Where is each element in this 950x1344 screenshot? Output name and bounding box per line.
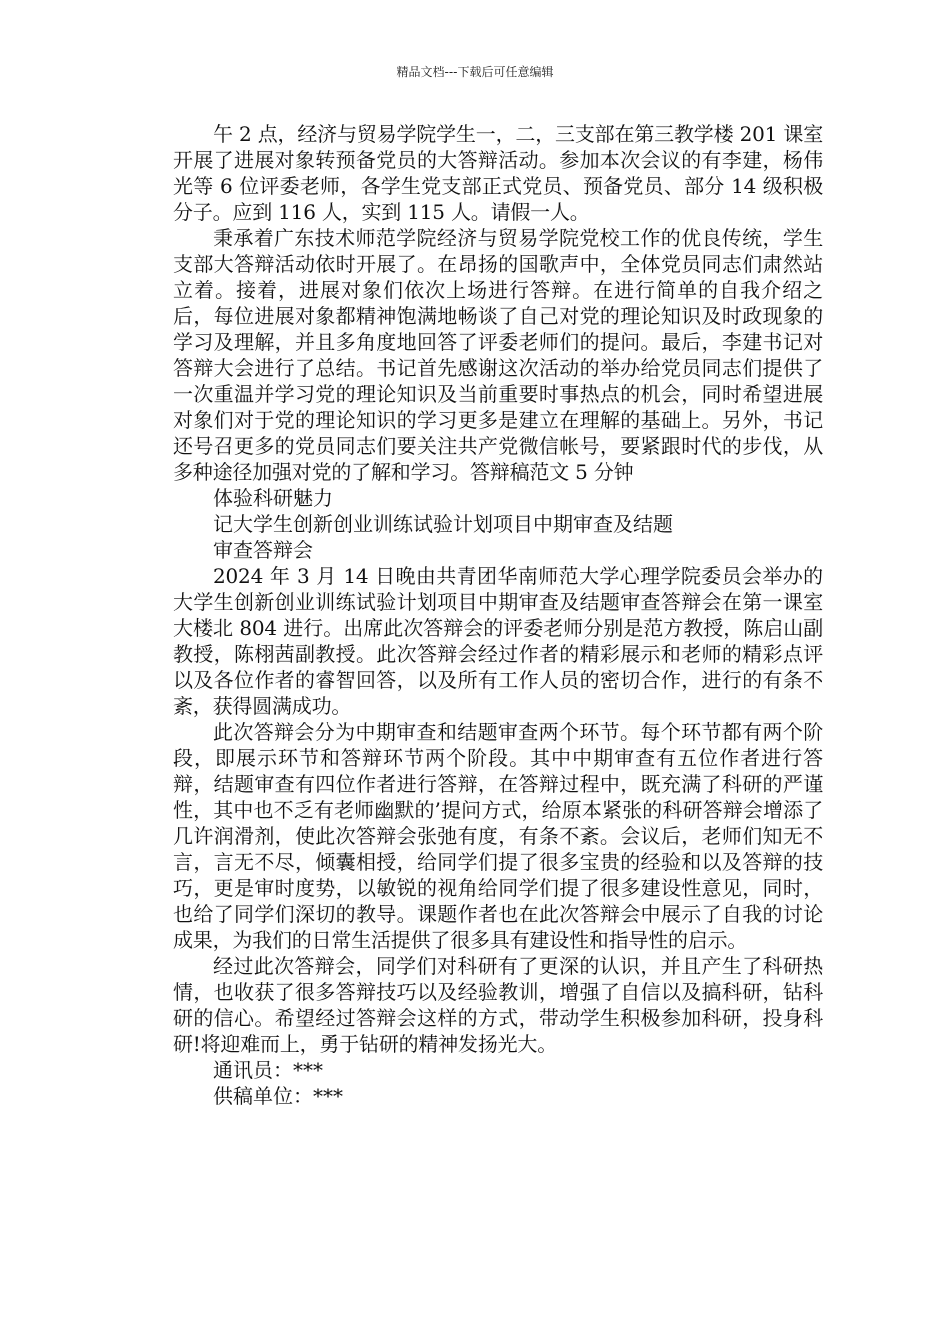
subtitle-line-3: 审查答辩会 <box>213 538 313 562</box>
contributor-line: 供稿单位：*** <box>213 1084 343 1108</box>
paragraph-2: 秉承着广东技术师范学院经济与贸易学院党校工作的优良传统，学生支部大答辩活动依时开展了。在昂扬的国歌声中，全体党员同志们肃然站立着。接着，进展对象们依次上场进行答辩。在进行简单的自我介绍之后，每位进展对象都精神饱满地畅谈了自己对党的理论知识及时政现象的学习及理解，并且多角度地回答了评委老师们的提问。最后，李建书记对答辩大会进行了总结。书记首先感谢这次活动的举办给党员同志们提供了一次重温并学习党的理论知识及当前重要时事热点的机会，同时希望进展对象们对于党的理论知识的学习更多是建立在理解的基础上。另外，书记还号召更多的党员同志们要关注共产党微信帐号，要紧跟时代的步伐，从多种途径加强对党的了解和学习。答辩稿范文 5 分钟 <box>173 226 823 484</box>
page-header: 精品文档---下载后可任意编辑 <box>396 65 554 79</box>
correspondent-line: 通讯员：*** <box>213 1058 323 1082</box>
document-body <box>173 121 823 1109</box>
paragraph-5: 经过此次答辩会，同学们对科研有了更深的认识，并且产生了科研热情，也收获了很多答辩技巧以及经验教训，增强了自信以及搞科研，钻科研的信心。希望经过答辩会这样的方式，带动学生积极参加科研，投身科研!将迎难而上，勇于钻研的精神发扬光大。 <box>173 954 823 1056</box>
subtitle-line-1: 体验科研魅力 <box>213 486 333 510</box>
paragraph-3: 2024 年 3 月 14 日晚由共青团华南师范大学心理学院委员会举办的大学生创新创业训练试验计划项目中期审查及结题审查答辩会在第一课室大楼北 804 进行。出席此次答辩会的评委老师分别是范方教授，陈启山副教授，陈栩茜副教授。此次答辩会经过作者的精彩展示和老师的精彩点评以及各位作者的睿智回答，以及所有工作人员的密切合作，进行的有条不紊，获得圆满成功。 <box>173 564 823 718</box>
paragraph-4: 此次答辩会分为中期审查和结题审查两个环节。每个环节都有两个阶段，即展示环节和答辩环节两个阶段。其中中期审查有五位作者进行答辩，结题审查有四位作者进行答辩，在答辩过程中，既充满了科研的严谨性，其中也不乏有老师幽默的’提问方式，给原本紧张的科研答辩会增添了几许润滑剂，使此次答辩会张弛有度，有条不紊。会议后，老师们知无不言，言无不尽，倾囊相授，给同学们提了很多宝贵的经验和以及答辩的技巧，更是审时度势，以敏锐的视角给同学们提了很多建设性意见，同时，也给了同学们深切的教导。课题作者也在此次答辩会中展示了自我的讨论成果，为我们的日常生活提供了很多具有建设性和指导性的启示。 <box>173 720 823 952</box>
subtitle-line-2: 记大学生创新创业训练试验计划项目中期审查及结题 <box>213 512 673 536</box>
paragraph-1: 午 2 点，经济与贸易学院学生一，二，三支部在第三教学楼 201 课室开展了进展对象转预备党员的大答辩活动。参加本次会议的有李建，杨伟光等 6 位评委老师，各学生党支部正式党员、预备党员、部分 14 级积极分子。应到 116 人，实到 115 人。请假一人。 <box>173 122 823 224</box>
